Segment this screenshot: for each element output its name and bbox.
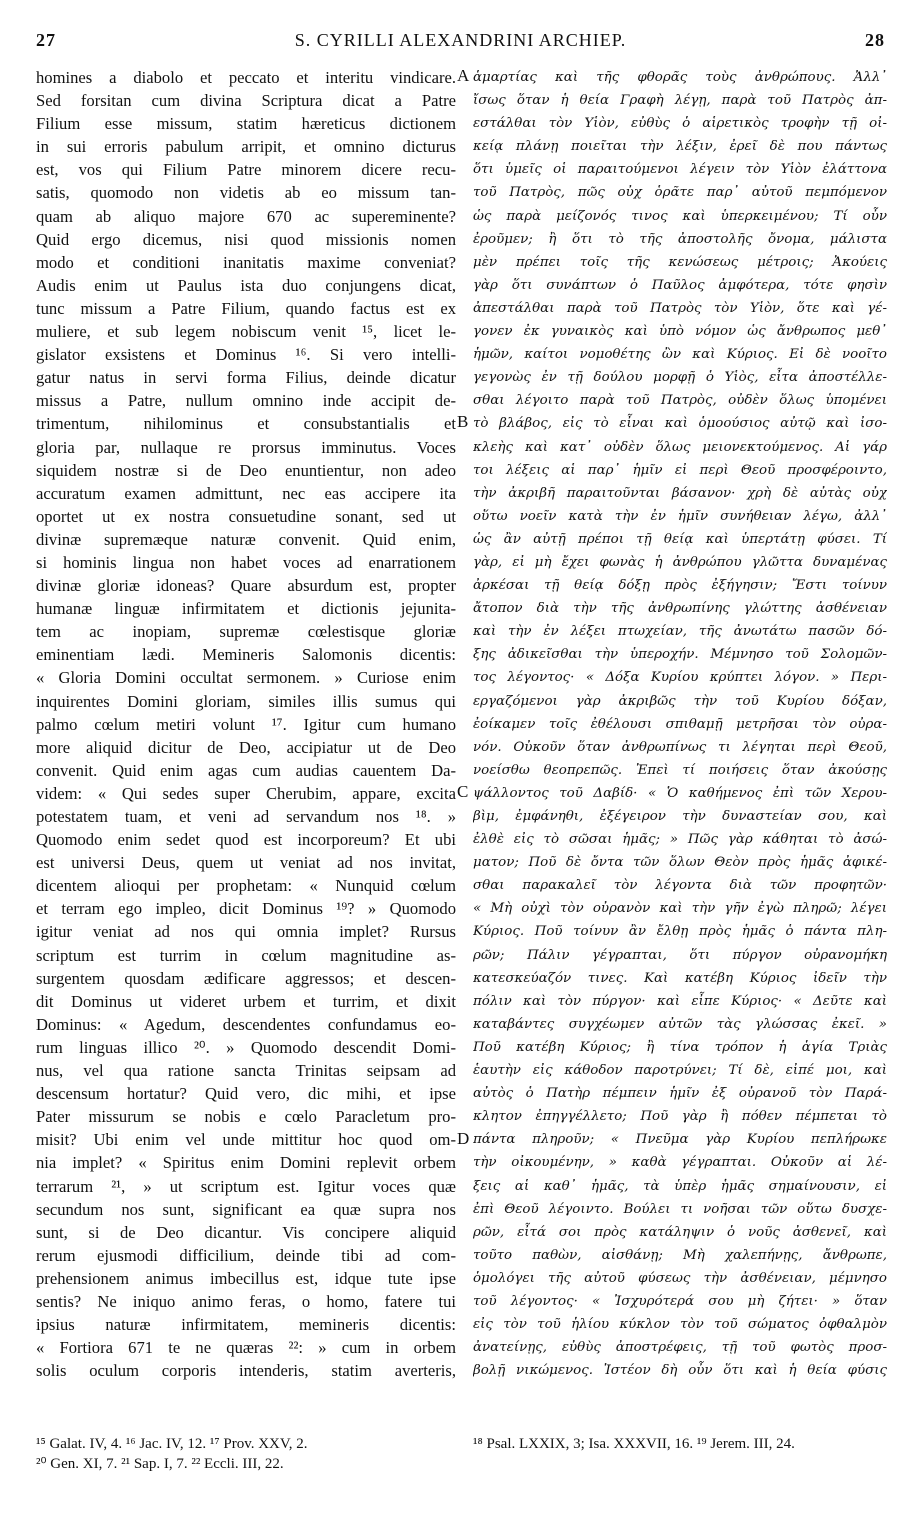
- text-line: ἀπεστάλθαι παρὰ τοῦ Πατρὸς τὸν Υἱὸν, ὅτε καὶ γέ-: [473, 300, 887, 316]
- text-line: « Μὴ οὐχὶ τὸν οὐρανὸν καὶ τὴν γῆν ἐγὼ πληρῶ; λέγει: [473, 901, 887, 917]
- text-line: satis, quomodo non videtis ab eo missum tan-: [36, 183, 456, 203]
- text-line: σθαι παρακαλεῖ τὸν λέγοντα διὰ τῶν προφητῶν·: [473, 878, 887, 894]
- text-line: τοι λέξεις αἱ παρ᾽ ἡμῖν εἰ περὶ Θεοῦ προσφέροιντο,: [473, 462, 887, 478]
- text-line: sentis? Ne iniquo animo feras, o homo, fatere tui: [36, 1291, 456, 1311]
- footnote-line: ²⁰ Gen. XI, 7. ²¹ Sap. I, 7. ²² Eccli. III, 22.: [36, 1456, 284, 1472]
- text-line: εστάλθαι τὸν Υἱὸν, εὐθὺς ὁ αἱρετικὸς τροφὴν τῇ οἰ-: [473, 116, 887, 132]
- text-line: τοῦτο παθὼν, αἰσθάνῃ; Μὴ χαλεπήνῃς, ἄνθρωπε,: [473, 1247, 887, 1263]
- text-line: « Fortiora 671 te ne quæras ²²: » cum in orbem: [36, 1338, 456, 1358]
- text-line: in sui erroris pabulum arripit, et omnino dicturus: [36, 137, 456, 157]
- text-line: γὰρ, εἰ μὴ ἔχει φωνὰς ἡ ἀνθρώπου γλῶττα δυναμένας: [473, 554, 887, 570]
- text-line: misit? Ubi enim vel unde mittitur hoc quod om-: [36, 1130, 456, 1150]
- text-line: et terram ego impleo, dicit Dominus ¹⁹? » Quomodo: [36, 899, 456, 919]
- text-line: ξεις αἱ καθ᾽ ἡμᾶς, τὰ ὑπὲρ ἡμᾶς σημαίνουσιν, εἰ: [473, 1178, 887, 1194]
- text-line: ὅτι ὑμεῖς οἱ παραιτούμενοι λέγειν τὸν Υἱὸν ἐλάττονα: [473, 162, 887, 178]
- text-line: πάντα πληροῦν; « Πνεῦμα γὰρ Κυρίου πεπλήρωκε: [473, 1132, 887, 1148]
- text-line: ὡς παρὰ μείζονός τινος καὶ ὑπερκειμένου; Τί οὖν: [473, 208, 887, 224]
- text-line: Pater missurum se nobis e cœlo Paracletum pro-: [36, 1107, 456, 1127]
- section-marker-c: C: [457, 782, 469, 801]
- text-line: videm: « Qui sedes super Cherubim, appare, excita: [36, 783, 456, 803]
- text-line: νόν. Οὐκοῦν ὅταν ἀνθρωπίνως τι λέγηται περὶ Θεοῦ,: [473, 739, 887, 755]
- text-line: siquidem nostræ si de Deo enuntientur, non adeo: [36, 460, 456, 480]
- text-line: βολῇ νικώμενος. Ἰστέον δὴ οὖν ὅτι καὶ ἡ θεία φύσις: [473, 1363, 887, 1379]
- footnote-line: ¹⁵ Galat. IV, 4. ¹⁶ Jac. IV, 12. ¹⁷ Prov. XXV, 2.: [36, 1436, 308, 1452]
- text-line: inquirentes Domini gloriam, similes illis sumus qui: [36, 691, 456, 711]
- text-line: πόλιν καὶ τὸν πύργον· καὶ εἶπε Κύριος· « Δεῦτε καὶ: [473, 993, 887, 1009]
- text-line: solis oculum corporis intenderis, statim averteris,: [36, 1361, 456, 1381]
- page-number-left: 27: [36, 30, 56, 50]
- text-line: ρῶν; Πάλιν γέγραπται, ὅτι πύργον οὐρανομήκη: [473, 947, 887, 963]
- text-line: palmo cœlum metiri volunt ¹⁷. Igitur cum humano: [36, 714, 456, 734]
- text-line: tunc missum a Patre Filium, quando factus est ex: [36, 298, 456, 318]
- text-line: quam ab aliquo majore 670 ac supereminente?: [36, 206, 456, 226]
- text-line: ὡς ἂν αὐτῇ πρέποι τῇ θείᾳ καὶ ὑπερτάτῃ φύσει. Τί: [473, 531, 887, 547]
- text-line: ἀρκέσαι τῇ θείᾳ δόξῃ πρὸς ἐξήγησιν; Ἔστι τοίνυν: [473, 578, 887, 594]
- text-line: ὁμολόγει τῆς αὐτοῦ φύσεως τὴν ἀσθένειαν, μέμνησο: [473, 1270, 887, 1286]
- text-line: Quomodo enim sedet quod est incorporeum? Et ubi: [36, 830, 456, 850]
- text-line: μὲν πρέπει τοῖς τῆς κενώσεως μέτροις; Ἀκούεις: [473, 254, 887, 270]
- text-line: ματον; Ποῦ δὲ ὄντα τῶν ὅλων Θεὸν πρὸς ἡμᾶς ἀφικέ-: [473, 855, 887, 871]
- text-line: ἐοίκαμεν τοῖς ἐθέλουσι σπιθαμῇ μετρῆσαι τὸν οὐρα-: [473, 716, 887, 732]
- text-line: τοῦ λέγοντος· « Ἰσχυρότερά σου μὴ ζήτει· » ὅταν: [473, 1293, 887, 1309]
- text-line: ξης ἀδικεῖσθαι τὴν ὑπεροχήν. Μέμνησο τοῦ Σολομῶν-: [473, 647, 887, 663]
- text-line: divinæ gloriæ idoneas? Quare absurdum est, propter: [36, 576, 456, 596]
- greek-column: [473, 66, 887, 1382]
- text-line: Quid ergo dicemus, nisi quod missionis nomen: [36, 229, 456, 249]
- section-marker-d: D: [457, 1129, 470, 1148]
- text-line: modo et conditioni inanitatis maxime conveniat?: [36, 252, 456, 272]
- text-line: ipsius naturæ infirmitatem, memineris dicentis:: [36, 1315, 456, 1335]
- text-line: divinæ supremæque naturæ convenit. Quid enim,: [36, 529, 456, 549]
- text-line: Dominus: « Agedum, descendentes confundamus eo-: [36, 1014, 456, 1034]
- text-line: eminentiam lædi. Memineris Salomonis dicentis:: [36, 645, 456, 665]
- text-line: Sed forsitan cum divina Scriptura dicat a Patre: [36, 91, 456, 111]
- text-line: scriptum est turrim in cœlum magnitudine as-: [36, 945, 456, 965]
- text-line: γεγονὼς ἐν τῇ δούλου μορφῇ ὁ Υἱὸς, εἶτα ἀποστέλλε-: [473, 370, 887, 386]
- text-line: missus a Patre, nullum omnino inde accipit de-: [36, 391, 456, 411]
- text-line: βὶμ, ἐμφάνηθι, ἐξέγειρον τὴν δυναστείαν σου, καὶ: [473, 809, 887, 824]
- text-line: ἁμαρτίας καὶ τῆς φθορᾶς τοὺς ἀνθρώπους. Ἀλλ᾽: [473, 70, 887, 85]
- text-line: τὴν ἀκριβῆ παραιτοῦνται βάσανον· χρὴ δὲ αὐτὰς οὐχ: [473, 485, 887, 501]
- text-line: τὴν οἰκουμένην, » καθὰ γέγραπται. Οὐκοῦν αἱ λέ-: [473, 1155, 887, 1171]
- footnotes-right: [473, 1434, 887, 1454]
- text-line: τὸ βλάβος, εἰς τὸ εἶναι καὶ ὁμοούσιος αὐτῷ καὶ ἰσο-: [473, 416, 887, 432]
- text-line: est universi Deus, quem ut veniat ad nos invitat,: [36, 853, 456, 873]
- text-line: « Gloria Domini occultat sermonem. » Curiose enim: [36, 668, 456, 688]
- text-line: surgentem quosdam ædificare aggressos; et descen-: [36, 968, 456, 988]
- footnotes-left: [36, 1434, 456, 1474]
- text-line: oportet ut ex nostra consuetudine sonant, sed ut: [36, 506, 456, 526]
- text-line: dicentem alioqui per prophetam: « Nunquid cœlum: [36, 876, 456, 896]
- text-line: convenit. Quid enim agas cum audias cauentem Da-: [36, 760, 456, 780]
- text-line: τος λέγοντος· « Δόξα Κυρίου κρύπτει λόγον. » Περι-: [473, 670, 887, 686]
- text-line: secundum nos sunt, significant ea quæ supra nos: [36, 1199, 456, 1219]
- text-line: ἀνατείνῃς, εὐθὺς ἀποστρέφεις, τῇ τοῦ φωτὸς προσ-: [473, 1340, 887, 1356]
- text-line: trimentum, nihilominus et consubstantialis et: [36, 414, 456, 434]
- latin-column: [36, 66, 456, 1382]
- text-line: τοῦ Πατρὸς, πῶς οὐχ ὁρᾶτε παρ᾽ αὐτοῦ πεμπόμενον: [473, 185, 887, 201]
- text-line: αὐτὸς ὁ Πατὴρ πέμπειν ἡμῖν ἐξ οὐρανοῦ τὸν Παρά-: [473, 1086, 887, 1102]
- text-line: homines a diabolo et peccato et interitu vindicare.: [36, 68, 456, 87]
- text-line: Audis enim ut Paulus ista duo conjungens dicat,: [36, 275, 456, 295]
- text-line: accuratum examen admittunt, nec eas accipere ita: [36, 483, 456, 503]
- text-line: εργαζόμενοι γὰρ ἀκριβῶς τὴν τοῦ Κυρίου δόξαν,: [473, 693, 887, 709]
- text-line: prehensionem animus imbecillus est, idque tute ipse: [36, 1268, 456, 1288]
- text-line: ἑαυτὴν εἰς κάθοδον παροτρύνει; Τί δὲ, εἰπέ μοι, καὶ: [473, 1063, 887, 1079]
- text-line: rum linguas illico ²⁰. » Quomodo descendit Domi-: [36, 1037, 456, 1057]
- text-line: muliere, et sub legem nobiscum venit ¹⁵, licet le-: [36, 322, 456, 342]
- section-marker-b: B: [457, 412, 469, 431]
- footnote-line: ¹⁸ Psal. LXXIX, 3; Isa. XXXVII, 16. ¹⁹ Jerem. III, 24.: [473, 1436, 795, 1452]
- text-line: γὰρ ὅτι συνάπτων ὁ Παῦλος ἀμφότερα, τότε φησὶν: [473, 277, 887, 293]
- text-line: ἐροῦμεν; ἢ ὅτι τὸ τῆς ἀποστολῆς ὄνομα, μάλιστα: [473, 231, 887, 247]
- text-line: εἰς τὸν τοῦ ἡλίου κύκλον τὸν τοῦ σώματος ὀφθαλμὸν: [473, 1317, 887, 1333]
- text-line: κλητον ἐπηγγέλλετο; Ποῦ γὰρ ἢ πόθεν πέμπεται τὸ: [473, 1109, 887, 1125]
- text-line: est, vos qui Filium Patre minorem dicere recu-: [36, 160, 456, 180]
- text-line: οὕτω νοεῖν κατὰ τὴν ἐν ἡμῖν συνήθειαν λέγω, ἀλλ᾽: [473, 508, 887, 524]
- text-line: dit Dominus ut videret urbem et turrim, et dixit: [36, 991, 456, 1011]
- text-line: rerum ejusmodi difficilium, deinde tibi ad com-: [36, 1245, 456, 1265]
- text-line: σθαι λέγοιτο παρὰ τοῦ Πατρὸς, οὐδὲν ὅλως ὑπομένει: [473, 393, 887, 409]
- text-line: κλεὴς καὶ κατ᾽ οὐδὲν ὅλως μειονεκτούμενος. Αἱ γάρ: [473, 439, 887, 455]
- text-line: sunt, si de Deo dicantur. Vis concipere aliquid: [36, 1222, 456, 1242]
- text-line: ἐλθὲ εἰς τὸ σῶσαι ἡμᾶς; » Πῶς γὰρ κάθηται τὸ ἀσώ-: [473, 832, 887, 848]
- text-line: Κύριος. Ποῦ τοίνυν ἂν ἔλθῃ πρὸς ἡμᾶς ὁ πάντα πλη-: [473, 924, 887, 940]
- section-marker-a: A: [457, 66, 470, 85]
- text-line: νοείσθω θεοπρεπῶς. Ἐπεὶ τί ποιήσεις ὅταν ἀκούσῃς: [473, 762, 887, 778]
- text-line: ἄτοπον διὰ τὴν τῆς ἀνθρωπίνης γλώττης ἀσθένειαν: [473, 601, 887, 617]
- text-line: καὶ τὴν ἐν λέξει πτωχείαν, τῆς ἀνωτάτω πασῶν δό-: [473, 624, 887, 640]
- text-line: κατεσκεύαζόν τινες. Καὶ κατέβη Κύριος ἰδεῖν τὴν: [473, 970, 887, 986]
- text-line: potestatem tuam, et veni ad servandum nos ¹⁸. »: [36, 807, 456, 826]
- page-number-right: 28: [865, 30, 885, 50]
- text-line: ἡμῶν, καίτοι νομοθέτης ὢν καὶ Κύριος. Εἰ δὲ νοοῖτο: [473, 347, 887, 363]
- text-line: γονεν ἐκ γυναικὸς καὶ ὑπὸ νόμον ὡς ἄνθρωπος μεθ᾽: [473, 324, 887, 340]
- text-line: humanæ linguæ infirmitatem et dictionis jejunita-: [36, 599, 456, 619]
- text-line: κείᾳ πλάνῃ ποιεῖται τὴν λέξιν, ἐρεῖ δὲ που πάντως: [473, 139, 887, 155]
- text-line: Ποῦ κατέβη Κύριος; ἢ τίνα τρόπον ἡ ἁγία Τριὰς: [473, 1039, 887, 1055]
- text-line: descensum hortatur? Quid vero, dic mihi, et ipse: [36, 1084, 456, 1104]
- text-line: igitur veniat ad nos qui omnia implet? Rursus: [36, 922, 456, 942]
- text-line: gloria par, nullaque re prorsus imminutus. Voces: [36, 437, 456, 457]
- text-line: terrarum ²¹, » ut scriptum est. Igitur voces quæ: [36, 1176, 456, 1196]
- text-line: nia implet? « Spiritus enim Domini replevit orbem: [36, 1153, 456, 1173]
- text-line: gatur natus in servi forma Filius, deinde dicatur: [36, 368, 456, 388]
- text-line: Filium esse missum, statim hæreticus dictionem: [36, 114, 456, 134]
- text-line: more aliquid dicitur de Deo, accipiatur ut de Deo: [36, 737, 456, 757]
- text-line: nus, vel qua ratione sancta Trinitas seipsam ad: [36, 1061, 456, 1081]
- text-line: ρῶν, εἶτά σοι πρὸς κατάληψιν ὁ νοῦς ἀσθενεῖ, καὶ: [473, 1224, 887, 1240]
- text-line: gislator exsistens et Dominus ¹⁶. Si vero intelli-: [36, 345, 456, 365]
- text-line: si hominis lingua non habet voces ad enarrationem: [36, 552, 456, 572]
- text-line: ἐπὶ Θεοῦ λέγοιντο. Βούλει τι νοῆσαι τῶν οὕτω δυσχε-: [473, 1201, 887, 1217]
- text-line: καταβάντες συγχέωμεν αὐτῶν τὰς γλώσσας ἐκεῖ. »: [473, 1016, 887, 1032]
- text-line: ψάλλοντος τοῦ Δαβίδ· « Ὁ καθήμενος ἐπὶ τῶν Χερου-: [473, 785, 887, 801]
- text-line: ἴσως ὅταν ἡ θεία Γραφὴ λέγῃ, παρὰ τοῦ Πατρὸς ἀπ-: [473, 93, 887, 109]
- running-title: S. CYRILLI ALEXANDRINI ARCHIEP.: [294, 30, 627, 50]
- running-header: [36, 30, 885, 56]
- text-line: tem ac inopiam, supremæ cœlestisque gloriæ: [36, 622, 456, 642]
